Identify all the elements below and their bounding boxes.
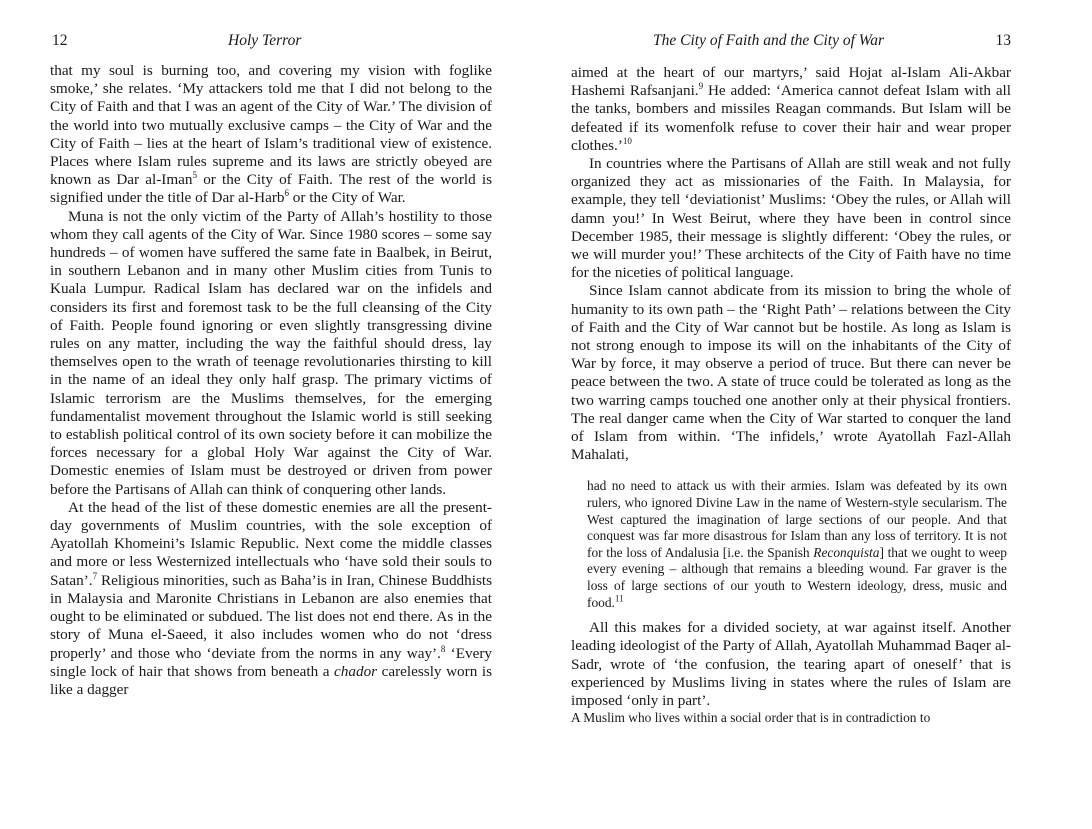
block-quote — [587, 478, 1007, 611]
page-number: 13 — [995, 32, 1011, 49]
right-page-paragraphs — [571, 64, 1011, 464]
extract-start: A Muslim who lives within a social order that is in contradiction to — [571, 710, 931, 726]
footnote-ref: 11 — [614, 593, 624, 604]
footnote-ref: 10 — [622, 135, 632, 146]
paragraph: that my soul is burning too, and covering my vision with foglike smoke,’ she relates. ‘My attackers told me that I did not belong to the City of Faith and that I was an agent of the City of War.’ The division of the world into two mutually exclusive camps – the City of War and the City of Faith – lies at the heart of Islam’s traditional view of existence. Places where Islam rules supreme and its laws are strictly obeyed are known as Dar al-Iman$^5$ or the City of Faith. The rest of the world is signified under the title of Dar al-Harb$^6$ or the City of War. — [50, 62, 493, 207]
left-page — [50, 0, 492, 699]
running-title: The City of Faith and the City of War — [653, 32, 885, 49]
paragraph: Since Islam cannot abdicate from its mission to bring the whole of humanity to its own path – the ‘Right Path’ – relations between the City of Faith and the City of War cannot but be hostile. As long as Islam is not strong enough to impose its will on the inhabitants of the City of War by force, it may observe a period of truce. But there can never be peace between the two. A state of truce could be tolerated as long as the two warring camps touched one another only at their physical frontiers. The real danger came when the City of War started to conquer the land of Islam from within. ‘The infidels,’ wrote Ayatollah Fazl-Allah Mahalati, — [571, 282, 1011, 464]
italic-term: chador — [334, 662, 378, 680]
footnote-ref: 7 — [92, 570, 98, 581]
footnote-ref: 6 — [284, 188, 289, 199]
paragraph: At the head of the list of these domestic enemies are all the present-day governments of Muslim countries, with the sole exception of Ayatollah Khomeini’s Islamic Republic. Next come the middle classes and more or less Westernized intellectuals who ‘have sold their souls to Satan’.$^7$ Religious minorities, such as Baha’is in Iran, Chinese Buddhists in Malaysia and Maronite Christians in Lebanon are also enemies that ought to be eliminated or subdued. The list does not end there. As in the story of Muna el-Saeed, it also includes women who do not ‘dress properly’ and those who ‘deviate from the norms in any way’.$^8$ ‘Every single lock of hair that shows from beneath a chador carelessly worn is like a dagger — [50, 498, 492, 698]
footnote-ref: 9 — [698, 81, 704, 92]
footnote-ref: 5 — [192, 170, 198, 181]
right-page-body — [571, 64, 1011, 727]
block-quote-text: had no need to attack us with their armies. Islam was defeated by its own rulers, who ignored Divine Law in the name of Western-style secularism. The West captured the imagination of large sections of our people. And that conquest was far more disastrous for Islam than any loss of territory. It is not for the loss of Andalusia [i.e. the Spanish Reconquista] that we ought to weep every evening – although that remains a bleeding wound. Far graver is the loss of large sections of our youth to Western ideology, dress, music and food.$^{11}$ — [587, 478, 1008, 610]
paragraph: In countries where the Partisans of Allah are still weak and not fully organized they act as missionaries of the Faith. In Malaysia, for example, they tell ‘deviationist’ Muslims: ‘Obey the rules, or Allah will damn you!’ In West Beirut, where they have been in control since December 1985, their message is slightly different: ‘Obey the rules, or we will murder you!’ These architects of the City of Faith have no time for the niceties of political language. — [571, 155, 1011, 282]
paragraph: All this makes for a divided society, at war against itself. Another leading ideologist of the Party of Allah, Ayatollah Muhammad Baqer al-Sadr, wrote of ‘the confusion, the tearing apart of oneself’ that is experienced by Muslims living in states where the rules of Islam are imposed ‘only in part’. — [571, 619, 1011, 710]
italic-term: Reconquista — [813, 544, 880, 560]
running-title: Holy Terror — [228, 32, 302, 49]
paragraph: aimed at the heart of our martyrs,’ said Hojat al-Islam Ali-Akbar Hashemi Rafsanjani.$^9$ He added: ‘America cannot defeat Islam with all the tanks, bombers and missiles Reagan commands. But Islam will be defeated if its womenfolk refuse to cover their hair and wear proper clothes.’$^{10}$ — [571, 64, 1011, 154]
left-page-body — [50, 62, 492, 699]
right-page-header — [571, 32, 1011, 62]
left-page-header — [50, 32, 492, 62]
paragraph: Muna is not the only victim of the Party of Allah’s hostility to those whom they call agents of the City of War. Since 1980 scores – some say hundreds – of women have suffered the same fate in Baalbek, in Beirut, in southern Lebanon and in many other Muslim cities from Tunis to Kuala Lumpur. Radical Islam has declared war on the infidels and considers its first and foremost task to be the full cleansing of the City of Faith. People found ignoring or even slightly transgressing divine rules on any matter, including the way the faithful should dress, lay themselves open to the wrath of teenage revolutionaries thirsting to kill in the name of an ideal they only half grasp. The primary victims of Islamic terrorism are the Muslims themselves, for the emerging fundamentalist movement throughout the Islamic world is still seeking to establish political control of its own society before it can mobilize the forces necessary for a global Holy War against the City of War. Domestic enemies of Islam must be destroyed or driven from power before the Partisans of Allah can think of conquering other lands. — [50, 207, 492, 498]
page-number: 12 — [52, 32, 68, 49]
right-page — [571, 0, 1011, 727]
footnote-ref: 8 — [440, 643, 446, 654]
